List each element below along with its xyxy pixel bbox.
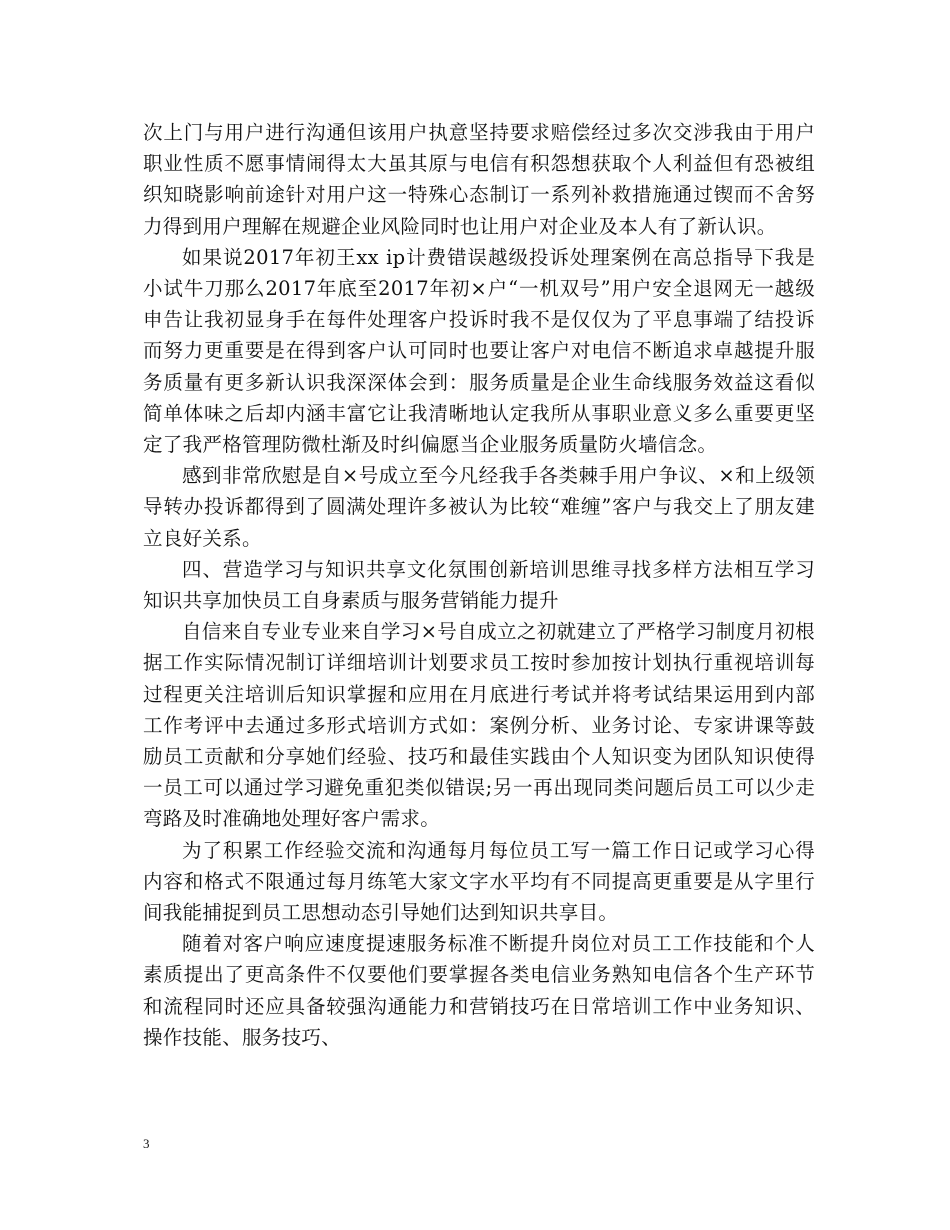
paragraph: 随着对客户响应速度提速服务标准不断提升岗位对员工工作技能和个人素质提出了更高条件不仅要他们要掌握各类电信业务熟知电信各个生产环节和流程同时还应具备较强沟通能力和营销技巧在日常培训工作中业务知识、操作技能、服务技巧、 (143, 932, 815, 1049)
paragraph: 感到非常欣慰是自×号成立至今凡经我手各类棘手用户争议、×和上级领导转办投诉都得到了圆满处理许多被认为比较“难缠”客户与我交上了朋友建立良好关系。 (143, 464, 815, 550)
paragraph: 如果说2017年初王xx ip计费错误越级投诉处理案例在高总指导下我是小试牛刀那么2017年底至2017年初×户“一机双号”用户安全退网无一越级申告让我初显身手在每件处理客户投诉时我不是仅仅为了平息事端了结投诉而努力更重要是在得到客户认可同时也要让客户对电信不断追求卓越提升服务质量有更多新认识我深深体会到：服务质量是企业生命线服务效益这看似简单体味之后却内涵丰富它让我清晰地认定我所从事职业意义多么重要更坚定了我严格管理防微杜渐及时纠偏愿当企业服务质量防火墙信念。 (143, 245, 815, 457)
page-number: 3 (143, 1136, 150, 1151)
document-body (143, 117, 815, 1053)
section-heading: 四、营造学习与知识共享文化氛围创新培训思维寻找多样方法相互学习知识共享加快员工自身素质与服务营销能力提升 (143, 557, 815, 613)
paragraph: 为了积累工作经验交流和沟通每月每位员工写一篇工作日记或学习心得内容和格式不限通过每月练笔大家文字水平均有不同提高更重要是从字里行间我能捕捉到员工思想动态引导她们达到知识共享目。 (143, 838, 815, 925)
paragraph: 次上门与用户进行沟通但该用户执意坚持要求赔偿经过多次交涉我由于用户职业性质不愿事情闹得太大虽其原与电信有积怨想获取个人利益但有恐被组织知晓影响前途针对用户这一特殊心态制订一系列补救措施通过锲而不舍努力得到用户理解在规避企业风险同时也让用户对企业及本人有了新认识。 (143, 121, 815, 238)
paragraph: 自信来自专业专业来自学习×号自成立之初就建立了严格学习制度月初根据工作实际情况制订详细培训计划要求员工按时参加按计划执行重视培训每过程更关注培训后知识掌握和应用在月底进行考试并将考试结果运用到内部工作考评中去通过多形式培训方式如：案例分析、业务讨论、专家讲课等鼓励员工贡献和分享她们经验、技巧和最佳实践由个人知识变为团队知识使得一员工可以通过学习避免重犯类似错误;另一再出现同类问题后员工可以少走弯路及时准确地处理好客户需求。 (143, 620, 815, 831)
